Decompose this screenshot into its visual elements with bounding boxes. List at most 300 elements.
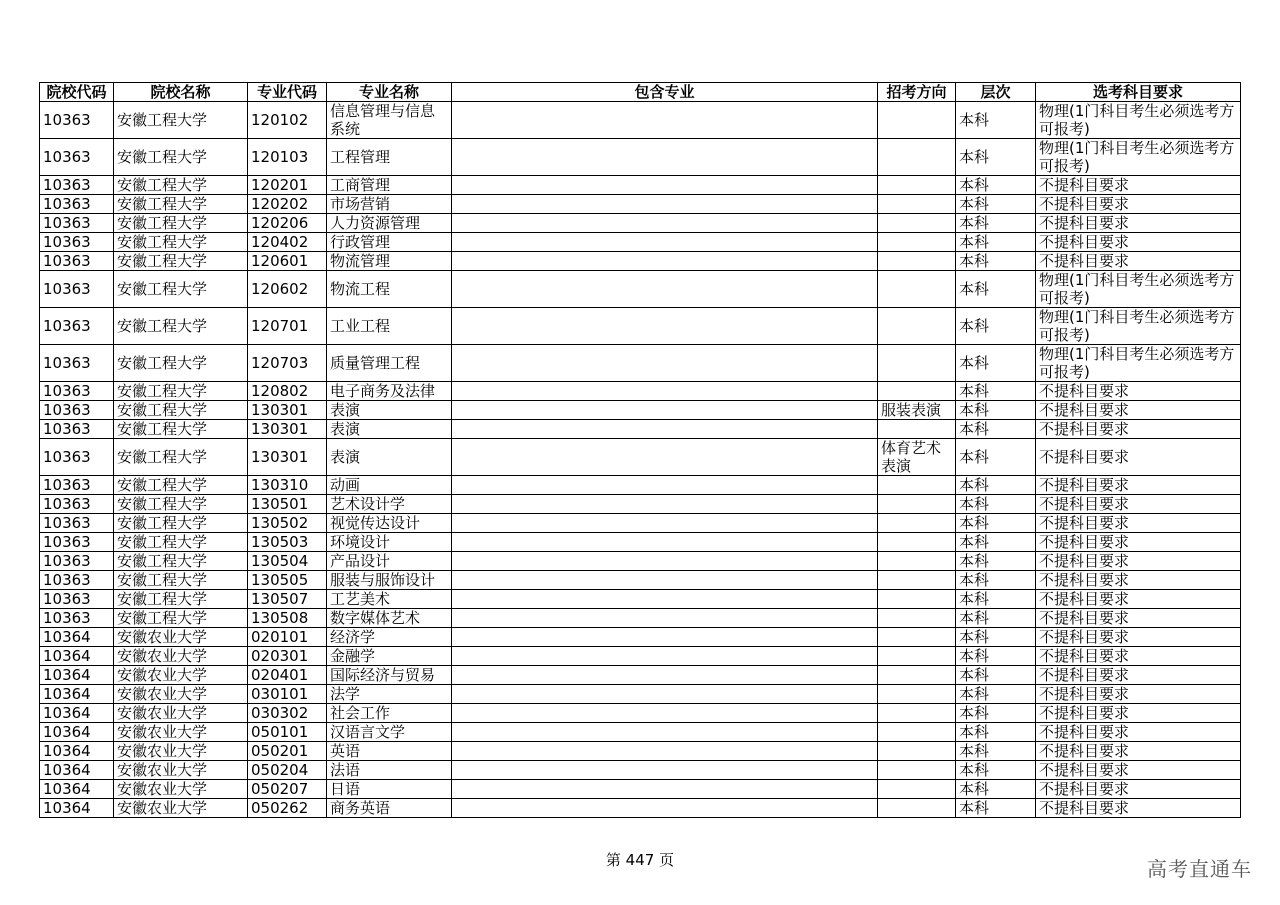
cell-subject-requirement: 不提科目要求 xyxy=(1036,495,1241,514)
cell-major-name: 社会工作 xyxy=(327,704,452,723)
cell-major-name: 法学 xyxy=(327,685,452,704)
cell-major-name: 行政管理 xyxy=(327,233,452,252)
cell-direction xyxy=(878,647,956,666)
cell-subject-requirement: 不提科目要求 xyxy=(1036,628,1241,647)
cell-major-code: 050101 xyxy=(248,723,327,742)
cell-level: 本科 xyxy=(956,195,1036,214)
cell-included-majors xyxy=(452,214,878,233)
cell-school-name: 安徽工程大学 xyxy=(114,195,248,214)
cell-level: 本科 xyxy=(956,723,1036,742)
cell-included-majors xyxy=(452,252,878,271)
cell-direction xyxy=(878,666,956,685)
cell-major-code: 020301 xyxy=(248,647,327,666)
table-row xyxy=(40,533,1241,552)
table-row xyxy=(40,685,1241,704)
cell-direction xyxy=(878,476,956,495)
cell-school-name: 安徽工程大学 xyxy=(114,139,248,176)
header-row xyxy=(40,83,1241,102)
cell-major-name: 动画 xyxy=(327,476,452,495)
cell-included-majors xyxy=(452,139,878,176)
cell-school-name: 安徽工程大学 xyxy=(114,533,248,552)
cell-major-name: 汉语言文学 xyxy=(327,723,452,742)
cell-school-name: 安徽工程大学 xyxy=(114,590,248,609)
cell-direction xyxy=(878,761,956,780)
cell-level: 本科 xyxy=(956,476,1036,495)
cell-included-majors xyxy=(452,345,878,382)
cell-school-name: 安徽工程大学 xyxy=(114,514,248,533)
cell-major-name: 物流工程 xyxy=(327,271,452,308)
cell-level: 本科 xyxy=(956,420,1036,439)
cell-included-majors xyxy=(452,308,878,345)
cell-major-code: 030101 xyxy=(248,685,327,704)
cell-school-code: 10364 xyxy=(40,685,114,704)
cell-subject-requirement: 不提科目要求 xyxy=(1036,214,1241,233)
cell-level: 本科 xyxy=(956,666,1036,685)
cell-subject-requirement: 不提科目要求 xyxy=(1036,761,1241,780)
cell-direction xyxy=(878,308,956,345)
cell-school-code: 10363 xyxy=(40,214,114,233)
table-row xyxy=(40,401,1241,420)
cell-included-majors xyxy=(452,495,878,514)
header-direction: 招考方向 xyxy=(878,83,956,102)
cell-direction xyxy=(878,102,956,139)
cell-school-name: 安徽农业大学 xyxy=(114,761,248,780)
cell-included-majors xyxy=(452,271,878,308)
table-row xyxy=(40,252,1241,271)
table-row xyxy=(40,495,1241,514)
cell-school-name: 安徽农业大学 xyxy=(114,742,248,761)
table-row xyxy=(40,420,1241,439)
cell-school-code: 10364 xyxy=(40,704,114,723)
cell-included-majors xyxy=(452,647,878,666)
cell-major-code: 120703 xyxy=(248,345,327,382)
cell-level: 本科 xyxy=(956,345,1036,382)
cell-level: 本科 xyxy=(956,761,1036,780)
cell-major-name: 工业工程 xyxy=(327,308,452,345)
cell-level: 本科 xyxy=(956,401,1036,420)
cell-direction xyxy=(878,685,956,704)
cell-school-code: 10363 xyxy=(40,514,114,533)
cell-major-code: 120601 xyxy=(248,252,327,271)
cell-level: 本科 xyxy=(956,139,1036,176)
cell-subject-requirement: 不提科目要求 xyxy=(1036,742,1241,761)
cell-school-name: 安徽工程大学 xyxy=(114,252,248,271)
cell-subject-requirement: 不提科目要求 xyxy=(1036,382,1241,401)
cell-level: 本科 xyxy=(956,533,1036,552)
cell-school-name: 安徽工程大学 xyxy=(114,233,248,252)
cell-subject-requirement: 不提科目要求 xyxy=(1036,609,1241,628)
cell-school-name: 安徽农业大学 xyxy=(114,723,248,742)
cell-included-majors xyxy=(452,704,878,723)
cell-school-code: 10363 xyxy=(40,401,114,420)
cell-major-code: 120201 xyxy=(248,176,327,195)
cell-level: 本科 xyxy=(956,252,1036,271)
cell-school-name: 安徽工程大学 xyxy=(114,439,248,476)
cell-level: 本科 xyxy=(956,233,1036,252)
cell-direction xyxy=(878,723,956,742)
cell-included-majors xyxy=(452,685,878,704)
cell-major-code: 120802 xyxy=(248,382,327,401)
cell-subject-requirement: 不提科目要求 xyxy=(1036,685,1241,704)
cell-included-majors xyxy=(452,571,878,590)
cell-subject-requirement: 不提科目要求 xyxy=(1036,780,1241,799)
cell-school-code: 10363 xyxy=(40,308,114,345)
cell-level: 本科 xyxy=(956,590,1036,609)
cell-school-name: 安徽工程大学 xyxy=(114,382,248,401)
cell-included-majors xyxy=(452,382,878,401)
cell-included-majors xyxy=(452,742,878,761)
cell-level: 本科 xyxy=(956,799,1036,818)
cell-level: 本科 xyxy=(956,382,1036,401)
cell-major-code: 120402 xyxy=(248,233,327,252)
table-row xyxy=(40,476,1241,495)
header-major-code: 专业代码 xyxy=(248,83,327,102)
cell-included-majors xyxy=(452,590,878,609)
table-row xyxy=(40,571,1241,590)
cell-included-majors xyxy=(452,420,878,439)
cell-direction xyxy=(878,195,956,214)
header-school-code: 院校代码 xyxy=(40,83,114,102)
cell-major-name: 英语 xyxy=(327,742,452,761)
cell-major-code: 130310 xyxy=(248,476,327,495)
cell-school-name: 安徽工程大学 xyxy=(114,476,248,495)
admission-table xyxy=(39,82,1241,818)
cell-level: 本科 xyxy=(956,308,1036,345)
cell-included-majors xyxy=(452,401,878,420)
cell-school-code: 10363 xyxy=(40,571,114,590)
cell-major-name: 物流管理 xyxy=(327,252,452,271)
cell-direction: 服装表演 xyxy=(878,401,956,420)
cell-included-majors xyxy=(452,514,878,533)
table-row xyxy=(40,666,1241,685)
cell-subject-requirement: 不提科目要求 xyxy=(1036,590,1241,609)
page-number: 第 447 页 xyxy=(605,851,675,869)
header-major-name: 专业名称 xyxy=(327,83,452,102)
cell-major-code: 050204 xyxy=(248,761,327,780)
table-row xyxy=(40,780,1241,799)
cell-school-code: 10363 xyxy=(40,420,114,439)
cell-major-code: 030302 xyxy=(248,704,327,723)
cell-subject-requirement: 不提科目要求 xyxy=(1036,533,1241,552)
cell-major-code: 130505 xyxy=(248,571,327,590)
cell-level: 本科 xyxy=(956,514,1036,533)
cell-included-majors xyxy=(452,799,878,818)
cell-major-code: 050262 xyxy=(248,799,327,818)
cell-level: 本科 xyxy=(956,214,1036,233)
cell-direction xyxy=(878,495,956,514)
cell-school-code: 10363 xyxy=(40,439,114,476)
cell-direction xyxy=(878,742,956,761)
cell-major-code: 130504 xyxy=(248,552,327,571)
cell-direction xyxy=(878,233,956,252)
cell-school-name: 安徽工程大学 xyxy=(114,495,248,514)
cell-major-name: 电子商务及法律 xyxy=(327,382,452,401)
cell-school-name: 安徽工程大学 xyxy=(114,102,248,139)
cell-included-majors xyxy=(452,780,878,799)
table-row xyxy=(40,439,1241,476)
cell-major-code: 130508 xyxy=(248,609,327,628)
cell-included-majors xyxy=(452,195,878,214)
cell-direction xyxy=(878,214,956,233)
cell-major-name: 环境设计 xyxy=(327,533,452,552)
cell-major-name: 表演 xyxy=(327,401,452,420)
cell-direction xyxy=(878,628,956,647)
table-row xyxy=(40,723,1241,742)
cell-major-name: 人力资源管理 xyxy=(327,214,452,233)
header-subject-requirement: 选考科目要求 xyxy=(1036,83,1241,102)
cell-included-majors xyxy=(452,476,878,495)
cell-level: 本科 xyxy=(956,685,1036,704)
cell-subject-requirement: 物理(1门科目考生必须选考方可报考) xyxy=(1036,308,1241,345)
cell-major-name: 金融学 xyxy=(327,647,452,666)
cell-level: 本科 xyxy=(956,439,1036,476)
cell-major-name: 表演 xyxy=(327,420,452,439)
cell-subject-requirement: 物理(1门科目考生必须选考方可报考) xyxy=(1036,102,1241,139)
cell-major-name: 经济学 xyxy=(327,628,452,647)
cell-school-name: 安徽农业大学 xyxy=(114,780,248,799)
cell-school-code: 10364 xyxy=(40,761,114,780)
table-row xyxy=(40,761,1241,780)
cell-direction xyxy=(878,271,956,308)
cell-subject-requirement: 物理(1门科目考生必须选考方可报考) xyxy=(1036,139,1241,176)
table-body xyxy=(40,102,1241,818)
cell-direction: 体育艺术表演 xyxy=(878,439,956,476)
table-row xyxy=(40,552,1241,571)
cell-major-code: 120102 xyxy=(248,102,327,139)
cell-subject-requirement: 不提科目要求 xyxy=(1036,723,1241,742)
cell-major-name: 国际经济与贸易 xyxy=(327,666,452,685)
table-row xyxy=(40,308,1241,345)
cell-direction xyxy=(878,609,956,628)
cell-major-name: 数字媒体艺术 xyxy=(327,609,452,628)
cell-major-code: 120602 xyxy=(248,271,327,308)
cell-school-code: 10364 xyxy=(40,799,114,818)
cell-major-name: 法语 xyxy=(327,761,452,780)
cell-subject-requirement: 物理(1门科目考生必须选考方可报考) xyxy=(1036,345,1241,382)
cell-direction xyxy=(878,552,956,571)
cell-school-name: 安徽工程大学 xyxy=(114,552,248,571)
cell-subject-requirement: 不提科目要求 xyxy=(1036,666,1241,685)
table-row xyxy=(40,195,1241,214)
table-row xyxy=(40,102,1241,139)
cell-school-code: 10364 xyxy=(40,780,114,799)
cell-subject-requirement: 不提科目要求 xyxy=(1036,252,1241,271)
cell-school-code: 10363 xyxy=(40,590,114,609)
cell-level: 本科 xyxy=(956,271,1036,308)
cell-school-name: 安徽工程大学 xyxy=(114,571,248,590)
cell-school-code: 10363 xyxy=(40,195,114,214)
cell-school-code: 10364 xyxy=(40,647,114,666)
cell-school-name: 安徽农业大学 xyxy=(114,799,248,818)
cell-subject-requirement: 不提科目要求 xyxy=(1036,420,1241,439)
table-row xyxy=(40,139,1241,176)
table-row xyxy=(40,704,1241,723)
watermark-text: 高考直通车 xyxy=(1147,857,1252,881)
cell-direction xyxy=(878,382,956,401)
cell-subject-requirement: 物理(1门科目考生必须选考方可报考) xyxy=(1036,271,1241,308)
cell-direction xyxy=(878,799,956,818)
cell-school-name: 安徽农业大学 xyxy=(114,666,248,685)
cell-school-code: 10363 xyxy=(40,233,114,252)
cell-direction xyxy=(878,252,956,271)
table-row xyxy=(40,176,1241,195)
cell-level: 本科 xyxy=(956,704,1036,723)
cell-school-name: 安徽农业大学 xyxy=(114,704,248,723)
cell-school-code: 10363 xyxy=(40,495,114,514)
cell-subject-requirement: 不提科目要求 xyxy=(1036,704,1241,723)
cell-school-code: 10363 xyxy=(40,533,114,552)
cell-major-name: 日语 xyxy=(327,780,452,799)
cell-major-code: 130301 xyxy=(248,420,327,439)
cell-direction xyxy=(878,590,956,609)
cell-school-name: 安徽工程大学 xyxy=(114,420,248,439)
table-row xyxy=(40,609,1241,628)
cell-included-majors xyxy=(452,439,878,476)
cell-level: 本科 xyxy=(956,495,1036,514)
cell-direction xyxy=(878,176,956,195)
cell-level: 本科 xyxy=(956,609,1036,628)
cell-school-code: 10363 xyxy=(40,102,114,139)
cell-subject-requirement: 不提科目要求 xyxy=(1036,552,1241,571)
cell-included-majors xyxy=(452,176,878,195)
cell-major-code: 130501 xyxy=(248,495,327,514)
cell-major-name: 市场营销 xyxy=(327,195,452,214)
cell-direction xyxy=(878,704,956,723)
cell-school-name: 安徽工程大学 xyxy=(114,609,248,628)
cell-major-code: 020101 xyxy=(248,628,327,647)
cell-level: 本科 xyxy=(956,571,1036,590)
cell-major-name: 表演 xyxy=(327,439,452,476)
cell-school-name: 安徽工程大学 xyxy=(114,345,248,382)
cell-level: 本科 xyxy=(956,742,1036,761)
cell-direction xyxy=(878,345,956,382)
table-row xyxy=(40,382,1241,401)
cell-major-name: 产品设计 xyxy=(327,552,452,571)
cell-major-code: 120202 xyxy=(248,195,327,214)
header-school-name: 院校名称 xyxy=(114,83,248,102)
cell-major-code: 130503 xyxy=(248,533,327,552)
cell-direction xyxy=(878,780,956,799)
table-row xyxy=(40,742,1241,761)
cell-major-name: 商务英语 xyxy=(327,799,452,818)
cell-direction xyxy=(878,420,956,439)
admission-table-sheet xyxy=(39,82,1240,818)
cell-level: 本科 xyxy=(956,647,1036,666)
cell-subject-requirement: 不提科目要求 xyxy=(1036,514,1241,533)
cell-subject-requirement: 不提科目要求 xyxy=(1036,233,1241,252)
cell-school-code: 10363 xyxy=(40,252,114,271)
cell-direction xyxy=(878,533,956,552)
cell-subject-requirement: 不提科目要求 xyxy=(1036,647,1241,666)
cell-school-code: 10364 xyxy=(40,723,114,742)
cell-school-name: 安徽工程大学 xyxy=(114,214,248,233)
table-row xyxy=(40,514,1241,533)
cell-level: 本科 xyxy=(956,176,1036,195)
cell-school-code: 10363 xyxy=(40,139,114,176)
cell-major-code: 050201 xyxy=(248,742,327,761)
cell-school-name: 安徽工程大学 xyxy=(114,308,248,345)
cell-subject-requirement: 不提科目要求 xyxy=(1036,439,1241,476)
cell-subject-requirement: 不提科目要求 xyxy=(1036,401,1241,420)
cell-school-name: 安徽农业大学 xyxy=(114,685,248,704)
cell-major-code: 130301 xyxy=(248,401,327,420)
table-row xyxy=(40,271,1241,308)
cell-subject-requirement: 不提科目要求 xyxy=(1036,176,1241,195)
table-row xyxy=(40,345,1241,382)
cell-school-code: 10363 xyxy=(40,271,114,308)
cell-major-name: 艺术设计学 xyxy=(327,495,452,514)
table-row xyxy=(40,233,1241,252)
cell-level: 本科 xyxy=(956,628,1036,647)
cell-major-name: 信息管理与信息系统 xyxy=(327,102,452,139)
cell-direction xyxy=(878,139,956,176)
cell-major-name: 工程管理 xyxy=(327,139,452,176)
header-level: 层次 xyxy=(956,83,1036,102)
table-row xyxy=(40,799,1241,818)
cell-level: 本科 xyxy=(956,780,1036,799)
cell-included-majors xyxy=(452,761,878,780)
cell-school-name: 安徽工程大学 xyxy=(114,271,248,308)
table-row xyxy=(40,590,1241,609)
cell-school-name: 安徽工程大学 xyxy=(114,401,248,420)
cell-major-code: 130301 xyxy=(248,439,327,476)
cell-school-code: 10363 xyxy=(40,345,114,382)
cell-school-code: 10363 xyxy=(40,176,114,195)
table-row xyxy=(40,647,1241,666)
cell-included-majors xyxy=(452,233,878,252)
cell-included-majors xyxy=(452,552,878,571)
cell-major-name: 工艺美术 xyxy=(327,590,452,609)
cell-included-majors xyxy=(452,609,878,628)
cell-major-code: 130507 xyxy=(248,590,327,609)
cell-school-code: 10363 xyxy=(40,382,114,401)
cell-school-code: 10364 xyxy=(40,628,114,647)
cell-major-code: 120206 xyxy=(248,214,327,233)
cell-major-code: 050207 xyxy=(248,780,327,799)
cell-major-code: 020401 xyxy=(248,666,327,685)
cell-subject-requirement: 不提科目要求 xyxy=(1036,799,1241,818)
cell-school-code: 10364 xyxy=(40,742,114,761)
cell-major-name: 质量管理工程 xyxy=(327,345,452,382)
cell-included-majors xyxy=(452,102,878,139)
table-row xyxy=(40,628,1241,647)
cell-major-name: 工商管理 xyxy=(327,176,452,195)
cell-direction xyxy=(878,571,956,590)
cell-subject-requirement: 不提科目要求 xyxy=(1036,571,1241,590)
cell-school-code: 10363 xyxy=(40,476,114,495)
cell-subject-requirement: 不提科目要求 xyxy=(1036,476,1241,495)
cell-included-majors xyxy=(452,533,878,552)
cell-school-name: 安徽工程大学 xyxy=(114,176,248,195)
cell-school-code: 10364 xyxy=(40,666,114,685)
cell-major-code: 120701 xyxy=(248,308,327,345)
cell-school-name: 安徽农业大学 xyxy=(114,647,248,666)
cell-level: 本科 xyxy=(956,102,1036,139)
header-included-majors: 包含专业 xyxy=(452,83,878,102)
cell-included-majors xyxy=(452,723,878,742)
cell-included-majors xyxy=(452,666,878,685)
cell-level: 本科 xyxy=(956,552,1036,571)
cell-major-name: 视觉传达设计 xyxy=(327,514,452,533)
cell-school-code: 10363 xyxy=(40,609,114,628)
cell-major-code: 130502 xyxy=(248,514,327,533)
cell-major-name: 服装与服饰设计 xyxy=(327,571,452,590)
cell-major-code: 120103 xyxy=(248,139,327,176)
cell-school-name: 安徽农业大学 xyxy=(114,628,248,647)
table-row xyxy=(40,214,1241,233)
cell-school-code: 10363 xyxy=(40,552,114,571)
cell-included-majors xyxy=(452,628,878,647)
